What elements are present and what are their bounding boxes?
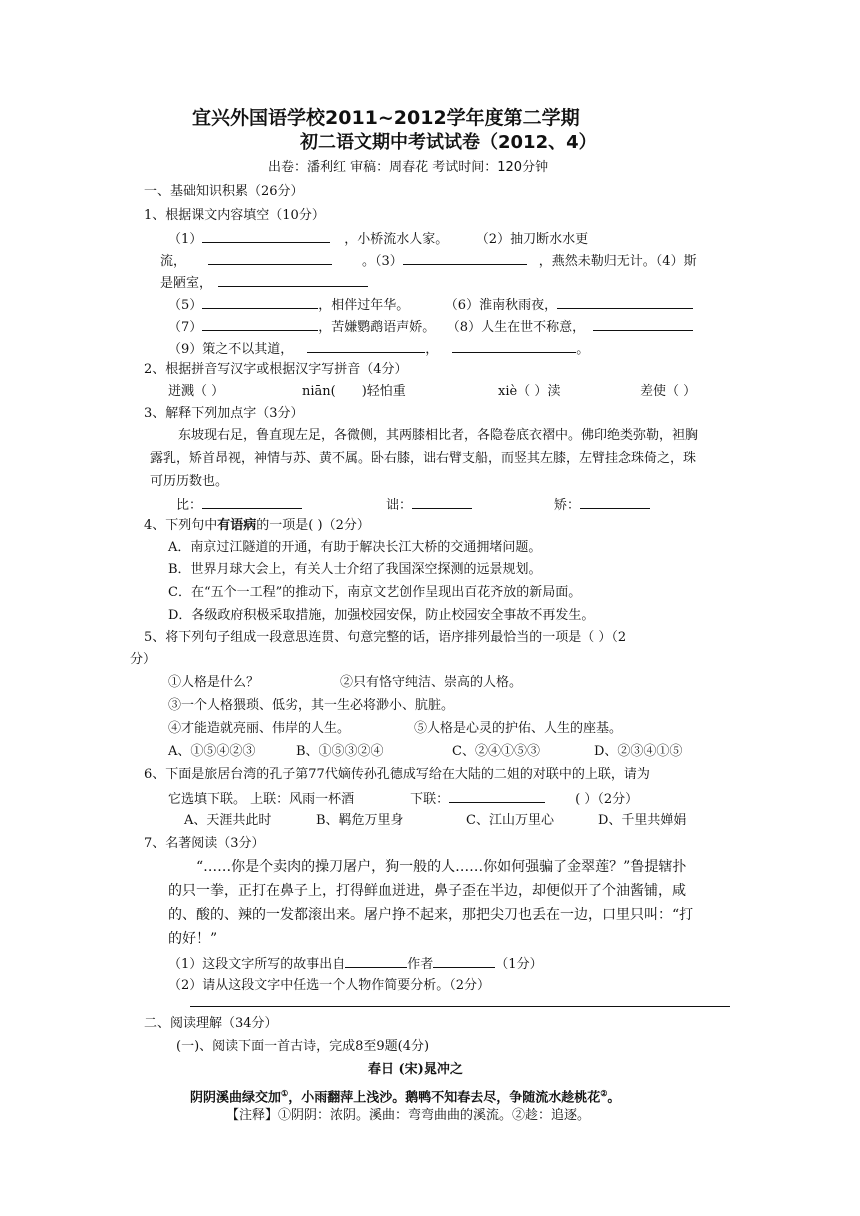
q4-option-a: A．南京过江隧道的开通，有助于解决长江大桥的交通拥堵问题。 <box>168 540 542 555</box>
q7-subq2: （2）请从这段文字中任选一个人物作简要分析。（2分） <box>168 978 491 993</box>
q4-option-d: D．各级政府积极采取措施，加强校园安保，防止校园安全事故不再发生。 <box>168 608 595 623</box>
answer-blank[interactable] <box>202 228 330 243</box>
poem-line-part2: ，小雨翻萍上浅沙。鹅鸭不知春去尽，争随流水趁桃花 <box>288 1090 601 1106</box>
answer-blank[interactable] <box>452 338 576 353</box>
answer-blank[interactable] <box>218 272 368 287</box>
q7-subq1 <box>168 953 543 975</box>
answer-blank[interactable] <box>202 316 318 331</box>
poem-text <box>190 1083 620 1108</box>
q1-item3-label: 。（3） <box>362 254 403 269</box>
q4-option-b: B．世界月球大会上，有关人士介绍了我国深空探测的远景规划。 <box>168 562 542 577</box>
q6-upper-couplet: 它选填下联。 上联：风雨一杯酒 <box>168 792 355 807</box>
q2-pinyin: niān( <box>302 384 336 399</box>
q1-line2 <box>160 250 697 272</box>
q5-sentence-5: ⑤人格是心灵的护佑、人生的座基。 <box>414 721 623 736</box>
answer-blank[interactable] <box>580 494 650 509</box>
q5-option-c: C、②④①⑤③ <box>452 744 540 759</box>
q3-label: 诎： <box>386 498 413 513</box>
q4-option-c: C．在“五个一工程”的推动下，南京文艺创作呈现出百花齐放的新局面。 <box>168 585 582 600</box>
answer-blank[interactable] <box>202 494 302 509</box>
q1-item1-text: ，小桥流水人家。 <box>344 232 449 247</box>
q1-line4 <box>168 294 693 316</box>
q1-line3 <box>160 272 368 294</box>
q3-label: 比： <box>176 498 203 513</box>
q6-option-a: A、天涯共此时 <box>184 813 272 828</box>
q6-title: 6、下面是旅居台湾的孔子第77代嫡传孙孔德成写给在大陆的二姐的对联中的上联，请为 <box>144 767 650 782</box>
q7-passage-line4: 的好！” <box>168 931 218 947</box>
exam-title-line2: 初二语文期中考试试卷（2012、4） <box>300 132 597 153</box>
poem-notes: 【注释】①阴阴：浓阴。溪曲：弯弯曲曲的溪流。②趁：追逐。 <box>226 1108 591 1123</box>
q7-passage-line1: “……你是个卖肉的操刀屠户，狗一般的人……你如何强骗了金翠莲？”鲁提辖扑 <box>196 859 687 875</box>
q3-title: 3、解释下列加点字（3分） <box>144 406 304 421</box>
q3-field-qu <box>386 494 472 516</box>
answer-blank[interactable] <box>307 338 425 353</box>
q1-item7-label: （7） <box>168 320 203 335</box>
q5-sentence-1: ①人格是什么？ <box>168 675 260 690</box>
q5-option-d: D、②③④①⑤ <box>594 744 683 759</box>
footnote-marker-2: ② <box>600 1088 608 1098</box>
section2-title: 二、阅读理解（34分） <box>144 1016 278 1031</box>
q5-title: 5、将下列句子组成一段意思连贯、句意完整的话，语序排列最恰当的一项是（ ）（2 <box>144 630 627 645</box>
q1-item6-text: （6）淮南秋雨夜， <box>451 298 558 313</box>
period: 。 <box>576 342 590 357</box>
q7-author-label: 作者 <box>407 957 434 972</box>
footnote-marker-1: ① <box>281 1088 289 1098</box>
q1-title: 1、根据课文内容填空（10分） <box>144 208 325 223</box>
q3-passage-line3: 可历历数也。 <box>150 474 229 489</box>
answer-blank[interactable] <box>557 294 693 309</box>
answer-blank[interactable] <box>403 250 527 265</box>
q1-item3-text: ，燕然未勒归无计。（4）斯 <box>538 254 697 269</box>
answer-blank[interactable] <box>449 788 545 803</box>
q1-item4-text: 是陋室， <box>160 276 213 291</box>
q6-option-d: D、千里共婵娟 <box>598 813 687 828</box>
q7-title: 7、名著阅读（3分） <box>144 836 265 851</box>
q2-item-c: xiè（ ）渎 <box>498 384 561 399</box>
q5-sentence-2: ②只有恪守纯洁、崇高的人格。 <box>340 675 523 690</box>
q1-item2-cont: 流， <box>160 254 187 269</box>
q5-title-cont: 分） <box>130 652 157 667</box>
answer-blank[interactable] <box>433 953 495 968</box>
q2-item-a: 迸溅（ ） <box>168 384 225 399</box>
comma: ， <box>425 342 439 357</box>
q4-title <box>144 516 370 536</box>
q7-passage-line2: 的只一拳，正打在鼻子上，打得鲜血迸进，鼻子歪在半边，却便似开了个油酱铺，咸 <box>168 883 686 899</box>
q1-item8-text: （8）人生在世不称意， <box>453 320 586 335</box>
answer-blank[interactable] <box>345 953 407 968</box>
q4-title-emphasis: 有语病 <box>217 518 257 533</box>
q7-score: （1分） <box>495 957 543 972</box>
q5-sentence-3: ③一个人格猥琐、低劣，其一生必将渺小、肮脏。 <box>168 698 455 713</box>
section1-title: 一、基础知识积累（26分） <box>144 184 304 199</box>
q2-title: 2、根据拼音写汉字或根据汉字写拼音（4分） <box>144 362 408 377</box>
q6-lower-label: 下联： <box>410 792 450 807</box>
q1-item5-label: （5） <box>168 298 203 313</box>
q7-subq1-text: （1）这段文字所写的故事出自 <box>168 957 346 972</box>
section2-sub-title: (一)、阅读下面一首古诗，完成8至9题(4分) <box>176 1039 430 1054</box>
q6-line2 <box>168 788 638 810</box>
q3-field-bi <box>176 494 302 516</box>
exam-title-line1: 宜兴外国语学校2011~2012学年度第二学期 <box>192 107 580 129</box>
q1-line5 <box>168 316 693 338</box>
q2-item-b-text: )轻怕重 <box>361 384 406 399</box>
q4-title-pre: 4、下列句中 <box>144 518 218 533</box>
q7-passage-line3: 的、酸的、辣的一发都滚出来。屠户挣不起来，那把尖刀也丢在一边，口里只叫：“打 <box>168 907 694 923</box>
q6-option-c: C、江山万里心 <box>466 813 554 828</box>
q5-sentence-4: ④才能造就亮丽、伟岸的人生。 <box>168 721 351 736</box>
q1-item9-text: （9）策之不以其道， <box>168 342 294 357</box>
q5-option-b: B、①⑤③②④ <box>296 744 384 759</box>
answer-line[interactable] <box>190 1006 730 1007</box>
answer-blank[interactable] <box>202 294 318 309</box>
q4-title-post: 的一项是( )（2分） <box>256 518 370 533</box>
q2-item-b <box>302 382 406 402</box>
q3-label: 矫： <box>554 498 581 513</box>
answer-blank[interactable] <box>412 494 472 509</box>
q2-item-d: 差使（ ） <box>640 384 697 399</box>
q5-option-a: A、①⑤④②③ <box>168 744 256 759</box>
exam-meta: 出卷：潘利红 审稿：周春花 考试时间：120分钟 <box>268 160 549 175</box>
q1-item2-text: （2）抽刀断水水更 <box>482 232 589 247</box>
q6-answer-paren: ( ）（2分） <box>575 792 639 807</box>
q1-line6 <box>168 338 589 360</box>
q1-item1-label: （1） <box>168 232 203 247</box>
q1-item7-text: ，苦嫌鹦鹉语声娇。 <box>318 320 436 335</box>
q3-passage-line1: 东坡现右足，鲁直现左足，各微侧，其两膝相比者，各隐卷底衣褶中。佛印绝类弥勒，袒胸 <box>178 428 699 443</box>
poem-end-period: 。 <box>607 1090 621 1106</box>
q3-passage-line2: 露乳，矫首昂视，神情与苏、黄不属。卧右膝，诎右臂支船，而竖其左膝，左臂挂念珠倚之，珠 <box>150 451 697 466</box>
answer-blank[interactable] <box>593 316 693 331</box>
q6-option-b: B、羁危万里身 <box>316 813 404 828</box>
poem-line-part1: 阴阴溪曲绿交加 <box>190 1090 282 1106</box>
poem-title: 春日 (宋)晁冲之 <box>368 1062 463 1077</box>
q1-line1 <box>168 228 588 250</box>
answer-blank[interactable] <box>208 250 332 265</box>
q1-item5-text: ，相伴过年华。 <box>318 298 410 313</box>
q3-field-jiao <box>554 494 650 516</box>
